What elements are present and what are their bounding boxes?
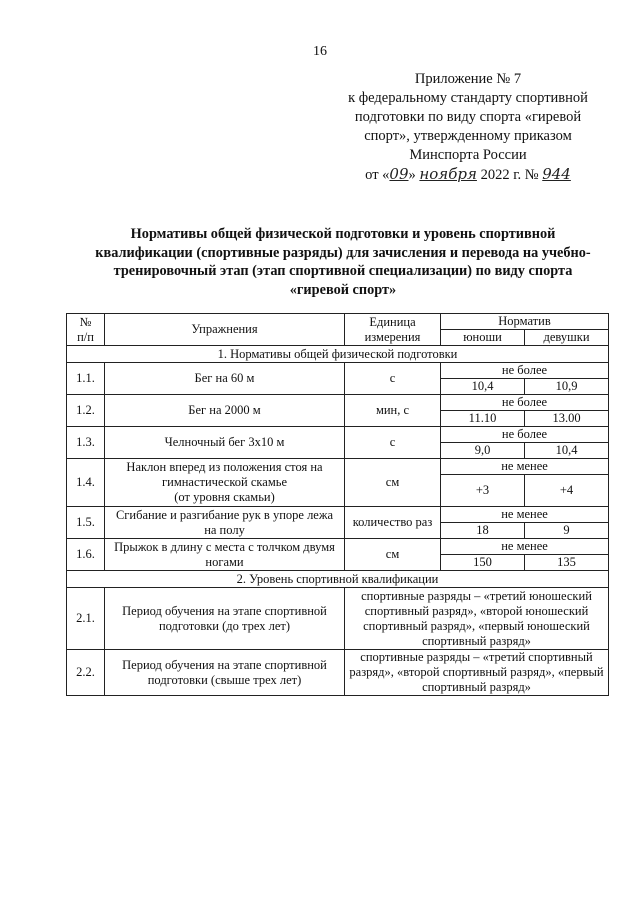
row-qualifier: не менее	[441, 539, 609, 555]
document-title	[95, 225, 591, 299]
row-qualifier: не более	[441, 363, 609, 379]
row-num: 1.6.	[67, 539, 105, 571]
row-unit: см	[345, 539, 441, 571]
row-unit: с	[345, 427, 441, 459]
row-exercise: Бег на 60 м	[105, 363, 345, 395]
row-num: 1.5.	[67, 507, 105, 539]
date-quote-close: »	[408, 167, 416, 183]
row-qualifier: не более	[441, 427, 609, 443]
qual-num: 2.2.	[67, 650, 105, 696]
row-num: 1.4.	[67, 459, 105, 507]
row-girls: 9	[525, 523, 609, 539]
appendix-header	[318, 70, 618, 185]
row-boys: 11.10	[441, 411, 525, 427]
qual-row	[67, 650, 609, 696]
date-month-handwritten: ноября	[419, 165, 477, 183]
row-unit: мин, с	[345, 395, 441, 427]
page-number: 16	[313, 44, 327, 59]
row-unit: см	[345, 459, 441, 507]
header-norm: Норматив	[441, 314, 609, 330]
row-girls: 13.00	[525, 411, 609, 427]
row-qualifier: не более	[441, 395, 609, 411]
row-exercise: Бег на 2000 м	[105, 395, 345, 427]
row-girls: 135	[525, 555, 609, 571]
row-qualifier: не менее	[441, 507, 609, 523]
header-exercise: Упражнения	[105, 314, 345, 346]
qual-row	[67, 588, 609, 650]
header-unit: Единица измерения	[345, 314, 441, 346]
qual-period: Период обучения на этапе спортивной подготовки (свыше трех лет)	[105, 650, 345, 696]
appendix-line: Минспорта России	[409, 147, 527, 163]
section-title: 2. Уровень спортивной квалификации	[67, 571, 609, 588]
section-row	[67, 571, 609, 588]
row-girls: 10,4	[525, 443, 609, 459]
row-exercise: Челночный бег 3x10 м	[105, 427, 345, 459]
section-title: 1. Нормативы общей физической подготовки	[67, 346, 609, 363]
row-boys: 18	[441, 523, 525, 539]
table-row	[67, 507, 609, 523]
qual-value: спортивные разряды – «третий юношеский спортивный разряд», «второй юношеский спортивный разряд», «первый юношеский спортивный разряд»	[345, 588, 609, 650]
table-row	[67, 539, 609, 555]
row-qualifier: не менее	[441, 459, 609, 475]
title-line: Нормативы общей физической подготовки и уровень спортивной	[130, 226, 556, 242]
table-row	[67, 363, 609, 379]
qual-value: спортивные разряды – «третий спортивный разряд», «второй спортивный разряд», «первый спортивный разряд»	[345, 650, 609, 696]
row-boys: +3	[441, 475, 525, 507]
header-row	[67, 314, 609, 330]
row-boys: 9,0	[441, 443, 525, 459]
norms-table	[66, 313, 609, 696]
row-num: 1.3.	[67, 427, 105, 459]
date-day-handwritten: 09	[389, 165, 409, 183]
appendix-title: Приложение № 7	[414, 71, 522, 87]
header-girls: девушки	[525, 330, 609, 346]
qual-num: 2.1.	[67, 588, 105, 650]
appendix-date-line	[318, 165, 618, 185]
row-boys: 150	[441, 555, 525, 571]
appendix-line: к федеральному стандарту спортивной	[348, 90, 588, 106]
row-girls: +4	[525, 475, 609, 507]
title-line: «гиревой спорт»	[289, 281, 397, 298]
row-girls: 10,9	[525, 379, 609, 395]
table-row	[67, 427, 609, 443]
row-boys: 10,4	[441, 379, 525, 395]
table-row	[67, 459, 609, 475]
row-exercise: Наклон вперед из положения стоя на гимнастической скамье (от уровня скамьи)	[105, 459, 345, 507]
title-line: тренировочный этап (этап спортивной специализации) по виду спорта	[113, 263, 573, 279]
qual-period: Период обучения на этапе спортивной подготовки (до трех лет)	[105, 588, 345, 650]
table-row	[67, 395, 609, 411]
section-row	[67, 346, 609, 363]
row-exercise: Сгибание и разгибание рук в упоре лежа на полу	[105, 507, 345, 539]
appendix-line: спорт», утвержденному приказом	[364, 128, 572, 144]
appendix-line: подготовки по виду спорта «гиревой	[354, 109, 582, 125]
row-unit: количество раз	[345, 507, 441, 539]
row-num: 1.2.	[67, 395, 105, 427]
order-number-handwritten: 944	[542, 165, 571, 183]
header-boys: юноши	[441, 330, 525, 346]
date-year: 2022 г. №	[480, 167, 539, 183]
row-unit: с	[345, 363, 441, 395]
header-num: № п/п	[67, 314, 105, 346]
row-num: 1.1.	[67, 363, 105, 395]
date-prefix: от «	[365, 167, 390, 183]
row-exercise: Прыжок в длину с места с толчком двумя ногами	[105, 539, 345, 571]
title-line: квалификации (спортивные разряды) для зачисления и перевода на учебно-	[95, 244, 591, 261]
